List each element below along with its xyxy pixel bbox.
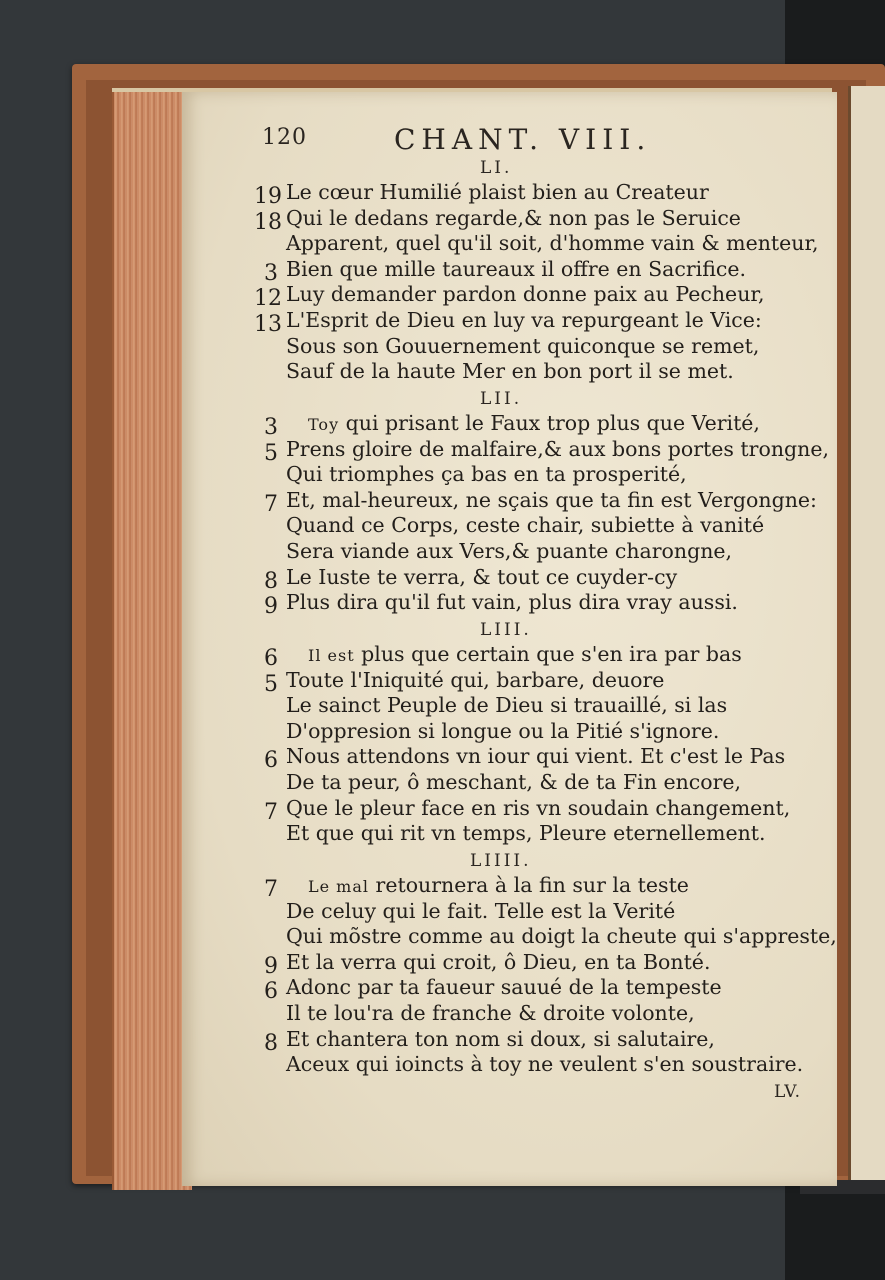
verse-line: Qui triomphes ça bas en ta prosperité, <box>286 462 687 487</box>
verse-line: Quand ce Corps, ceste chair, subiette à vanité <box>286 513 765 538</box>
stanza-number: LII. <box>480 389 523 409</box>
verse-line: Le sainct Peuple de Dieu si trauaillé, si las <box>286 693 728 718</box>
verse-line: De ta peur, ô meschant, & de ta Fin encore, <box>286 770 742 794</box>
margin-reference: 7 <box>264 799 278 825</box>
margin-reference: 8 <box>264 568 278 594</box>
verse-line: Prens gloire de malfaire,& aux bons portes trongne, <box>286 436 829 461</box>
stanza-number: LIIII. <box>470 851 532 871</box>
margin-reference: 6 <box>264 748 278 774</box>
verse-line: Luy demander pardon donne paix au Pecheur, <box>286 282 765 307</box>
verse-line: L'Esprit de Dieu en luy va repurgeant le Vice: <box>286 308 762 332</box>
verse-line: Bien que mille taureaux il offre en Sacrifice. <box>286 256 747 281</box>
stanza-number: LI. <box>480 158 513 178</box>
chapter-title: CHANT. VIII. <box>394 123 652 156</box>
verse-line: Sous son Gouuernement quiconque se remet, <box>286 333 760 358</box>
verse-line: Le cœur Humilié plaist bien au Createur <box>286 180 709 204</box>
margin-reference: 7 <box>264 491 278 517</box>
verse-line <box>308 642 742 666</box>
margin-reference: 12 <box>254 286 282 312</box>
verse-line <box>308 873 689 897</box>
margin-reference: 9 <box>264 594 278 620</box>
margin-reference: 13 <box>254 312 282 337</box>
verse-line <box>308 411 760 435</box>
small-caps-lead: Il est <box>308 646 355 665</box>
verse-line: Et la verra qui croit, ô Dieu, en ta Bonté. <box>286 949 711 974</box>
verse-line: Et, mal-heureux, ne sçais que ta fin est Vergongne: <box>286 487 817 512</box>
verse-line: D'oppresion si longue ou la Pitié s'ignore. <box>286 718 720 743</box>
verse-line-text: plus que certain que s'en ira par bas <box>354 642 742 666</box>
margin-reference: 6 <box>264 979 278 1005</box>
verse-line: Et chantera ton nom si doux, si salutaire, <box>286 1026 715 1051</box>
verse-line: Plus dira qu'il fut vain, plus dira vray aussi. <box>286 590 738 615</box>
verse-line: De celuy qui le fait. Telle est la Verité <box>286 898 676 923</box>
verse-line: Toute l'Iniquité qui, barbare, deuore <box>286 667 665 692</box>
margin-reference: 3 <box>264 260 278 286</box>
verse-line: Il te lou'ra de franche & droite volonte, <box>286 1001 695 1025</box>
verse-line-text: retournera à la fin sur la teste <box>369 873 689 897</box>
catchword: LV. <box>774 1082 801 1102</box>
verse-line: Qui le dedans regarde,& non pas le Seruice <box>286 205 741 230</box>
verse-line: Qui mõstre comme au doigt la cheute qui s'appreste, <box>286 924 837 949</box>
margin-reference: 19 <box>254 184 282 209</box>
margin-reference: 5 <box>264 440 278 466</box>
verse-line: Sera viande aux Vers,& puante charongne, <box>286 539 733 563</box>
verse-line: Apparent, quel qu'il soit, d'homme vain & menteur, <box>286 231 819 256</box>
verse-line-text: qui prisant le Faux trop plus que Verité, <box>339 411 760 435</box>
verse-line: Nous attendons vn iour qui vient. Et c'est le Pas <box>286 744 786 769</box>
small-caps-lead: Toy <box>308 415 340 434</box>
margin-reference: 8 <box>264 1030 278 1056</box>
margin-reference: 18 <box>254 209 282 235</box>
margin-reference: 9 <box>264 953 278 979</box>
page-number: 120 <box>262 125 307 150</box>
verse-line: Adonc par ta faueur sauué de la tempeste <box>286 975 722 1000</box>
verse-line: Sauf de la haute Mer en bon port il se met. <box>286 359 734 384</box>
margin-reference: 5 <box>264 671 278 697</box>
small-caps-lead: Le mal <box>308 877 370 896</box>
margin-reference: 3 <box>264 415 278 440</box>
stanza-number: LIII. <box>480 620 532 640</box>
margin-reference: 7 <box>264 877 278 902</box>
verse-line: Le Iuste te verra, & tout ce cuyder-cy <box>286 564 678 589</box>
verse-line: Que le pleur face en ris vn soudain changement, <box>286 795 791 820</box>
verse-line: Aceux qui ioincts à toy ne veulent s'en soustraire. <box>286 1052 804 1077</box>
margin-reference: 6 <box>264 646 278 671</box>
verse-line: Et que qui rit vn temps, Pleure eternellement. <box>286 821 766 846</box>
